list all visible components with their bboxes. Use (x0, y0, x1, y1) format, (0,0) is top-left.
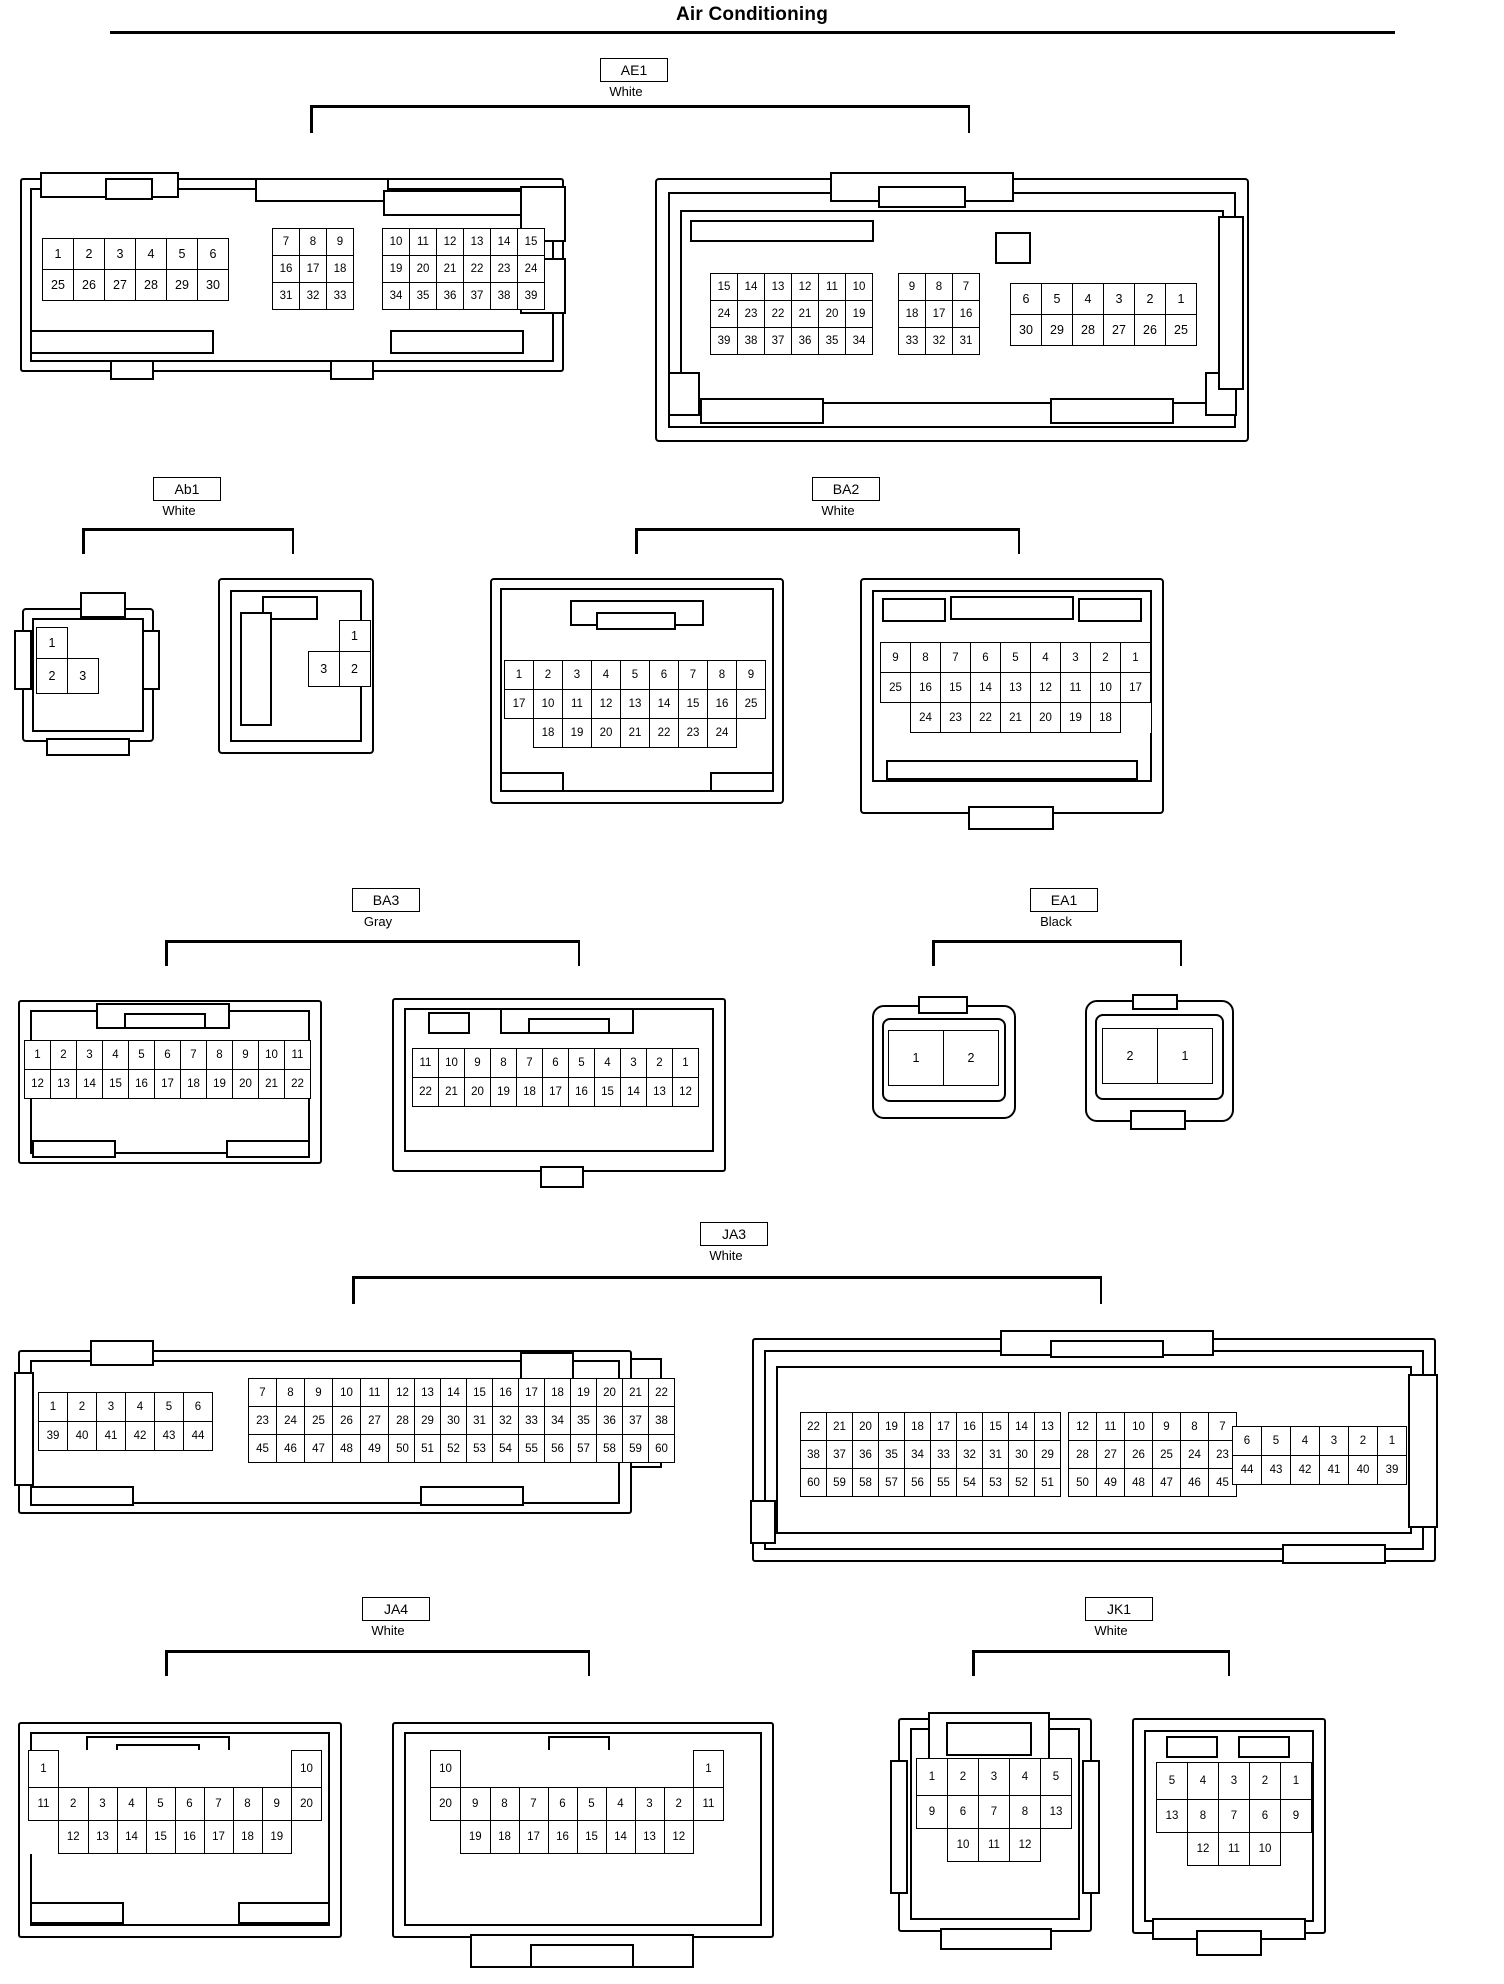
pin-grid-JA4-right: 10 1 20 9 8 7 6 5 4 3 2 11 19 18 17 16 15 14 13 12 (430, 1750, 724, 1854)
pin-grid-JA3-left-b: 7 8 9 10 11 12 23 24 25 26 27 28 45 46 47 48 49 50 (248, 1378, 417, 1463)
pin-grid-AE1-left-b: 7 8 9 16 17 18 31 32 33 (272, 228, 354, 310)
connector-color-EA1: Black (1040, 914, 1072, 929)
pin-grid-BA2-right: 9 8 7 6 5 4 3 2 1 25 16 15 14 13 12 11 10 17 24 23 22 21 20 19 18 (880, 642, 1151, 733)
pin-grid-JA3-right-b: 12 11 10 9 8 7 28 27 26 25 24 23 50 49 48 47 46 45 (1068, 1412, 1237, 1497)
connector-label-EA1: EA1 (1030, 888, 1098, 912)
connector-color-JA4: White (371, 1623, 405, 1638)
pin-grid-JA4-left: 1 10 11 2 3 4 5 6 7 8 9 20 12 13 14 15 16 17 18 19 (28, 1750, 322, 1854)
pin-grid-JK1-left: 1 2 3 4 5 9 6 7 8 13 10 11 12 (916, 1758, 1072, 1862)
pin-grid-AE1-right-c: 6 5 4 3 2 1 30 29 28 27 26 25 (1010, 283, 1197, 346)
bracket-BA2 (635, 528, 1020, 554)
connector-label-JA4: JA4 (362, 1597, 430, 1621)
connector-color-BA2: White (821, 503, 855, 518)
connector-color-Ab1: White (162, 503, 196, 518)
pin-grid-AE1-right-b: 9 8 7 18 17 16 33 32 31 (898, 273, 980, 355)
pin-grid-JA3-right-c: 6 5 4 3 2 1 44 43 42 41 40 39 (1232, 1426, 1407, 1485)
connector-label-BA3: BA3 (352, 888, 420, 912)
connector-label-JA3: JA3 (700, 1222, 768, 1246)
bracket-Ab1 (82, 528, 294, 554)
connector-label-AE1: AE1 (600, 58, 668, 82)
connector-color-JA3: White (709, 1248, 743, 1263)
connector-color-BA3: Gray (363, 914, 393, 929)
pin-grid-Ab1-right: 1 3 2 (308, 620, 371, 687)
bracket-AE1 (310, 105, 970, 133)
bracket-JK1 (972, 1650, 1230, 1676)
connector-color-JK1: White (1094, 1623, 1128, 1638)
connector-label-JK1: JK1 (1085, 1597, 1153, 1621)
pin-grid-EA1-right: 2 1 (1102, 1028, 1213, 1084)
pin-grid-BA3-left: 1 2 3 4 5 6 7 8 9 10 11 12 13 14 15 16 17 18 19 20 21 22 (24, 1040, 311, 1099)
bracket-JA4 (165, 1650, 590, 1676)
bracket-BA3 (165, 940, 580, 966)
pin-grid-JK1-right: 5 4 3 2 1 13 8 7 6 9 12 11 10 (1156, 1762, 1312, 1866)
pin-grid-AE1-right-a: 15 14 13 12 11 10 24 23 22 21 20 19 39 38 37 36 35 34 (710, 273, 873, 355)
bracket-EA1 (932, 940, 1182, 966)
title-divider (110, 31, 1395, 34)
pin-grid-BA2-left: 1 2 3 4 5 6 7 8 9 17 10 11 12 13 14 15 16 25 18 19 20 21 22 23 24 (504, 660, 766, 748)
page-title: Air Conditioning (676, 4, 828, 25)
pin-grid-BA3-right: 11 10 9 8 7 6 5 4 3 2 1 22 21 20 19 18 17 16 15 14 13 12 (412, 1048, 699, 1107)
pin-grid-JA3-left-c: 13 14 15 16 17 18 19 20 21 22 29 30 31 32 33 34 35 36 37 38 51 52 53 54 55 56 57 58 59 60 (414, 1378, 675, 1463)
pin-grid-AE1-left-a: 1 2 3 4 5 6 25 26 27 28 29 30 (42, 238, 229, 301)
pin-grid-EA1-left: 1 2 (888, 1030, 999, 1086)
connector-label-Ab1: Ab1 (153, 477, 221, 501)
connector-label-BA2: BA2 (812, 477, 880, 501)
pin-grid-JA3-left-a: 1 2 3 4 5 6 39 40 41 42 43 44 (38, 1392, 213, 1451)
connector-color-AE1: White (609, 84, 643, 99)
pin-grid-AE1-left-c: 10 11 12 13 14 15 19 20 21 22 23 24 34 35 36 37 38 39 (382, 228, 545, 310)
pin-grid-Ab1-left: 1 2 3 (36, 627, 99, 694)
pin-grid-JA3-right-a: 22 21 20 19 18 17 16 15 14 13 38 37 36 35 34 33 32 31 30 29 60 59 58 57 56 55 54 53 52 51 (800, 1412, 1061, 1497)
bracket-JA3 (352, 1276, 1102, 1304)
